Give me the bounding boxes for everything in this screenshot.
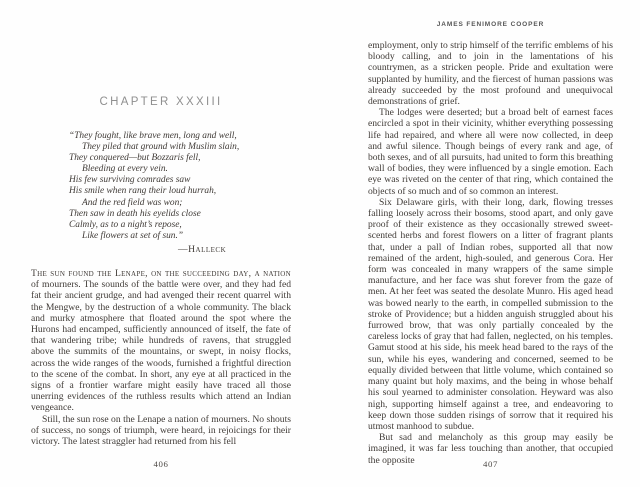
page-number-left: 406: [153, 459, 169, 469]
poem-line: Calmly, as to a night’s repose,: [69, 219, 182, 230]
poem-line: They conquered—but Bozzaris fell,: [69, 153, 201, 164]
paragraph-lead-small-caps: The sun found the Lenape, on the succeeding day, a nation: [31, 268, 291, 280]
page-left: [31, 0, 291, 487]
poem-line: His smile when rang their loud hurrah,: [69, 186, 217, 197]
poem-line: “They fought, like brave men, long and well,: [69, 131, 237, 141]
paragraph: Still, the sun rose on the Lenape a nation of mourners. No shouts of success, no songs of triumph, were heard, in rejoicings for their victory. The latest straggler had returned from his fell: [31, 413, 291, 448]
poem-line: Bleeding at every vein.: [82, 164, 168, 175]
paragraph: The lodges were deserted; but a broad belt of earnest faces encircled a spot in their vicinity, whither everything possessing life had repaired, and where all were now collected, in deep and awful silence. Though beings of every rank and age, of both sexes, and of all pursuits, had united to form this breathing wall of bodies, they were influenced by a single emotion. Each eye was riveted on the center of that ring, which contained the objects of so much and of so common an interest.: [368, 107, 613, 197]
paragraph: [31, 268, 291, 414]
left-page-body: [31, 268, 291, 447]
running-header: JAMES FENIMORE COOPER: [436, 21, 545, 28]
epigraph: [69, 131, 291, 255]
paragraph: employment, only to strip himself of the terrific emblems of his bloody calling, and to join in the lamentations of his countrymen, as a stricken people. Pride and exultation were supplanted by humility, and the fiercest of human passions was already succeeded by the most profound and unequivocal demonstrations of grief.: [368, 40, 613, 108]
poem-line: Like flowers at set of sun.”: [82, 230, 184, 241]
page-right: [368, 0, 613, 487]
poem-line: They piled that ground with Muslim slain,: [82, 142, 240, 153]
paragraph: Six Delaware girls, with their long, dark, flowing tresses falling loosely across their bosoms, stood apart, and only gave proof of their existence as they occasionally strewed sweet-scented herbs and forest flowers on a litter of fragrant plants that, under a pall of Indian robes, supported all that now remained of the ardent, high-souled, and generous Cora. Her form was concealed in many wrappers of the same simple manufacture, and her face was shut forever from the gaze of men. At her feet was seated the desolate Munro. His aged head was bowed nearly to the earth, in compelled submission to the stroke of Providence; but a hidden anguish struggled about his furrowed brow, that was only partially concealed by the careless locks of gray that had fallen, neglected, on his temples. Gamut stood at his side, his meek head bared to the rays of the sun, while his eyes, wandering and concerned, seemed to be equally divided between that little volume, which contained so many quaint but holy maxims, and the being in whose behalf his soul yearned to administer consolation. Heyward was also nigh, supporting himself against a tree, and endeavoring to keep down those sudden risings of sorrow that it required his utmost manhood to subdue.: [368, 196, 613, 432]
poem-line: His few surviving comrades saw: [69, 175, 191, 186]
page-number-right: 407: [483, 459, 498, 469]
paragraph-text: of mourners. The sounds of the battle were over, and they had fed fat their ancient grudge, and had avenged their recent quarrel with the Mengwe, by the destruction of a whole community. The black and murky atmosphere that floated around the spot where the Hurons had encamped, sufficiently announced of itself, the fate of that wandering tribe; while hundreds of ravens, that struggled above the summits of the mountains, or swept, in noisy flocks, across the wide ranges of the woods, furnished a frightful direction to the scene of the combat. In short, any eye at all practiced in the signs of a frontier warfare might easily have traced all those unerring evidences of the ruthless results which attend an Indian vengeance.: [31, 279, 291, 414]
right-page-body: [368, 40, 613, 466]
chapter-heading: CHAPTER XXXIII: [99, 96, 223, 108]
poem-line: And the red field was won;: [82, 197, 183, 208]
paragraph: But sad and melancholy as this group may easily be imagined, it was far less touching than another, that occupied the opposite: [368, 432, 613, 466]
poem-attribution: —Halleck: [178, 243, 227, 255]
poem-line: Then saw in death his eyelids close: [69, 208, 201, 219]
